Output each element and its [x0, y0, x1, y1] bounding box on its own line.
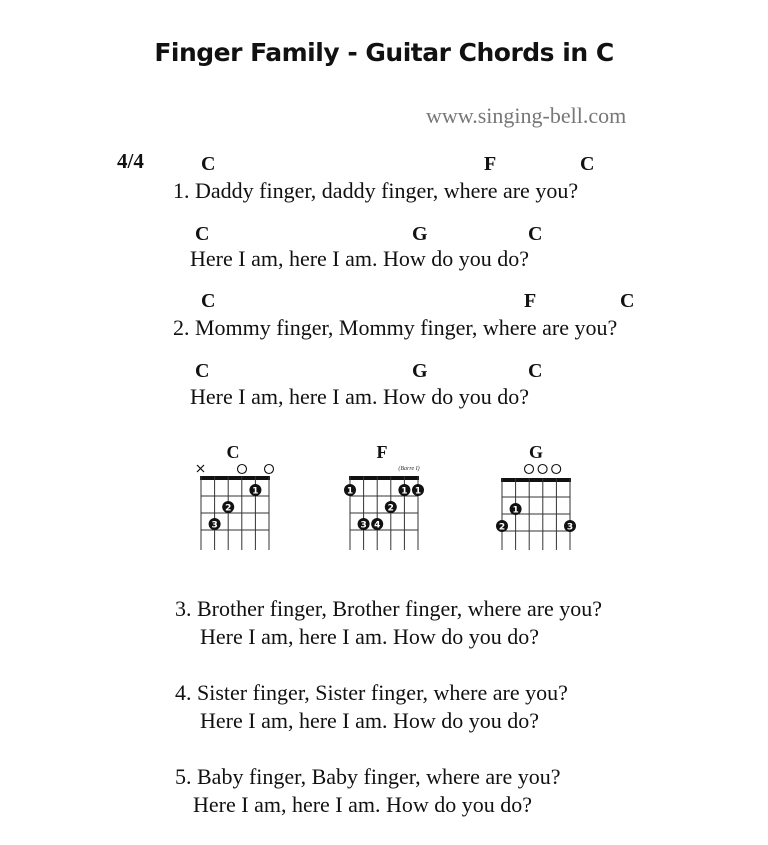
- finger-dot: [398, 484, 410, 497]
- lyric-line: Here I am, here I am. How do you do?: [200, 624, 540, 649]
- chord-diagram-f: [336, 440, 436, 555]
- finger-dot: [371, 518, 383, 531]
- muted-string-icon: [197, 465, 204, 472]
- chord-label: C: [195, 360, 210, 382]
- chord-label: C: [528, 360, 543, 382]
- open-string-icon: [552, 465, 561, 474]
- svg-text:2: 2: [225, 503, 232, 514]
- finger-dot: [249, 484, 261, 497]
- page-title: Finger Family - Guitar Chords in C: [154, 38, 614, 67]
- time-signature: 4/4: [117, 149, 144, 173]
- lyric-line: Here I am, here I am. How do you do?: [200, 708, 540, 733]
- chord-diagram-name: G: [528, 442, 544, 462]
- chord-diagram-name: C: [226, 442, 240, 462]
- finger-dot: [412, 484, 424, 497]
- chord-label: C: [620, 290, 635, 312]
- lyric-line: 4. Sister finger, Sister finger, where are you?: [175, 680, 568, 705]
- chord-label: C: [195, 223, 210, 245]
- open-string-icon: [238, 465, 247, 474]
- lyric-line: 5. Baby finger, Baby finger, where are you?: [175, 764, 561, 789]
- svg-text:3: 3: [566, 522, 574, 533]
- chord-label: F: [484, 153, 497, 175]
- chord-label: G: [412, 360, 428, 382]
- lyric-line: 1. Daddy finger, daddy finger, where are you?: [173, 178, 579, 203]
- svg-text:1: 1: [512, 505, 519, 516]
- chord-label: G: [412, 223, 428, 245]
- finger-dot: [222, 501, 234, 514]
- svg-text:2: 2: [387, 503, 394, 514]
- open-string-icon: [538, 465, 547, 474]
- chord-label: C: [580, 153, 595, 175]
- svg-text:1: 1: [252, 486, 259, 497]
- lyric-line: Here I am, here I am. How do you do?: [193, 792, 533, 817]
- svg-text:1: 1: [414, 486, 422, 497]
- finger-dot: [209, 518, 221, 531]
- svg-text:1: 1: [401, 486, 408, 497]
- svg-text:1: 1: [346, 486, 354, 497]
- lyric-line: 3. Brother finger, Brother finger, where are you?: [175, 596, 603, 621]
- finger-dot: [344, 484, 356, 497]
- chord-label: C: [201, 153, 216, 175]
- svg-text:3: 3: [211, 520, 218, 531]
- open-string-icon: [525, 465, 534, 474]
- chord-label: C: [528, 223, 543, 245]
- chord-diagram-g: [486, 440, 586, 555]
- lyric-line: Here I am, here I am. How do you do?: [190, 246, 530, 271]
- svg-text:4: 4: [374, 520, 381, 531]
- chord-label: F: [524, 290, 537, 312]
- open-string-icon: [265, 465, 274, 474]
- svg-text:3: 3: [360, 520, 367, 531]
- website-url: www.singing-bell.com: [426, 103, 627, 128]
- chord-diagram-c: [190, 440, 290, 555]
- svg-text:2: 2: [498, 522, 506, 533]
- chord-label: C: [201, 290, 216, 312]
- finger-dot: [358, 518, 370, 531]
- lyric-line: Here I am, here I am. How do you do?: [190, 384, 530, 409]
- lyric-line: 2. Mommy finger, Mommy finger, where are you?: [173, 315, 618, 340]
- barre-note: (Barre I): [398, 466, 420, 472]
- finger-dot: [385, 501, 397, 514]
- chord-diagram-name: F: [376, 442, 388, 462]
